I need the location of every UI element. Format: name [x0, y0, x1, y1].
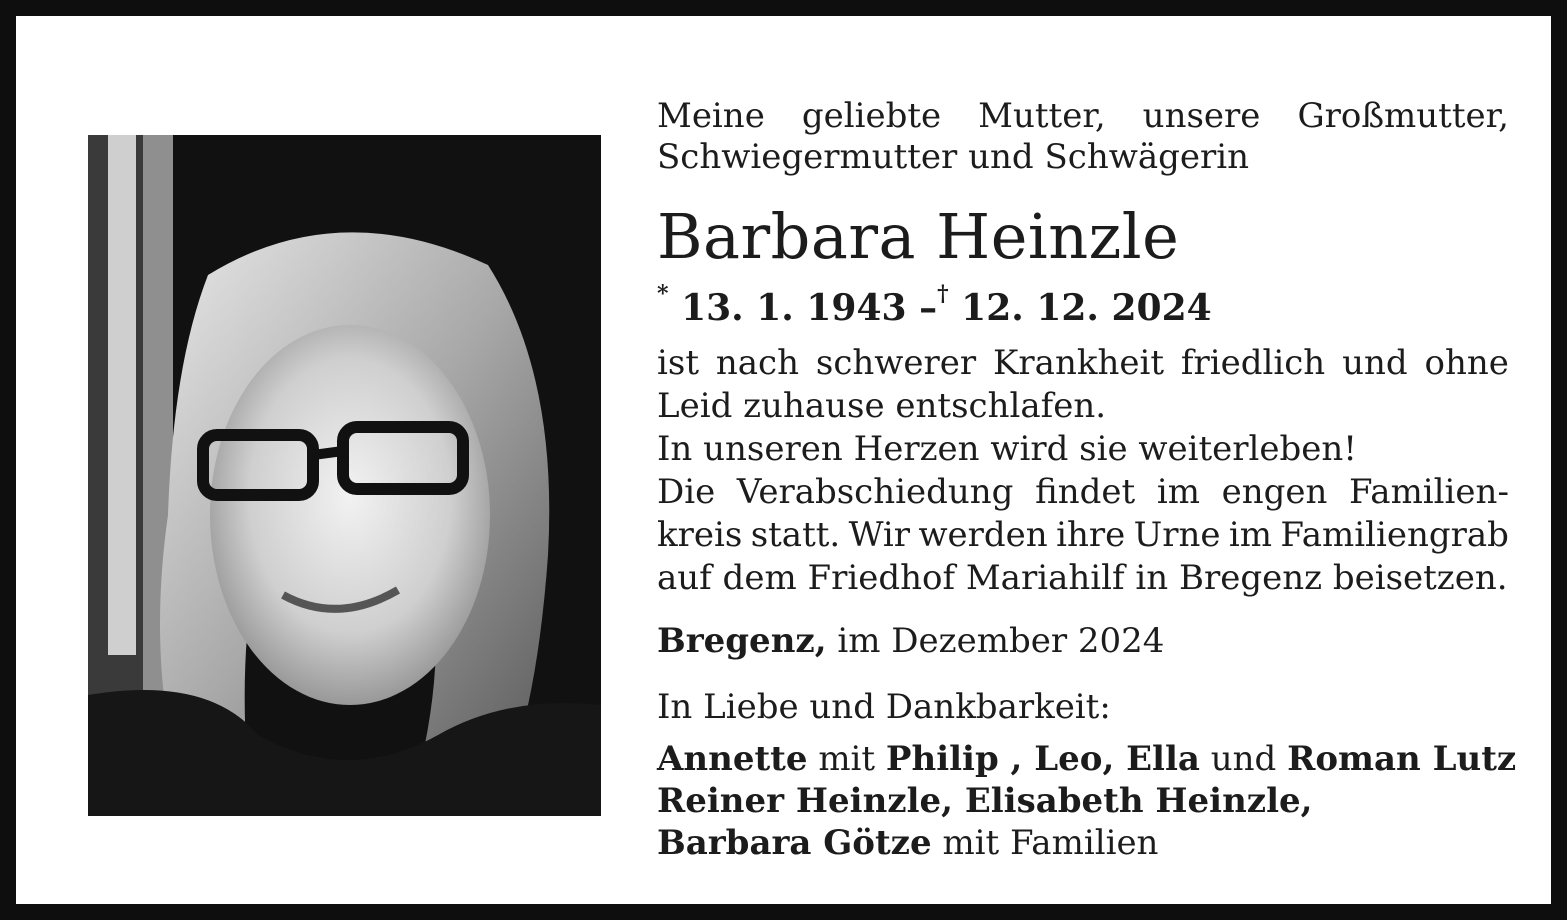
- family-connector: mit: [818, 739, 876, 779]
- family-name: Barbara Götze: [657, 823, 932, 863]
- body-word: nach: [715, 343, 799, 383]
- body-line-5: [657, 514, 1509, 557]
- intro-word: geliebte: [801, 96, 942, 136]
- birth-symbol: *: [657, 281, 669, 307]
- date-text: im Dezember 2024: [837, 621, 1165, 661]
- body-word: statt.: [750, 515, 841, 555]
- family-line-3: [657, 822, 1509, 864]
- body-word: Die: [657, 472, 716, 512]
- intro-word: Großmutter,: [1297, 96, 1509, 136]
- body-word: friedlich: [1180, 343, 1326, 383]
- family-connector: und: [1210, 739, 1277, 779]
- family-line-2: Reiner Heinzle, Elisabeth Heinzle,: [657, 781, 1313, 821]
- body-word: findet: [1035, 472, 1136, 512]
- family-name: Annette: [657, 739, 808, 779]
- portrait-photo: [88, 135, 601, 816]
- portrait-illustration: [88, 135, 601, 816]
- body-word: und: [1342, 343, 1408, 383]
- body-word: kreis: [657, 515, 743, 555]
- body-line-2: Leid zuhause entschlafen.: [657, 386, 1107, 426]
- body-word: im: [1228, 515, 1273, 555]
- body-word: ihre: [1056, 515, 1126, 555]
- body-word: Wir: [848, 515, 911, 555]
- body-word: im: [1156, 472, 1200, 512]
- place: Bregenz,: [657, 621, 827, 661]
- family-names: [657, 738, 1517, 864]
- intro-word: Mutter,: [978, 96, 1106, 136]
- intro-line-1: [657, 96, 1509, 137]
- body-word: Krankheit: [993, 343, 1165, 383]
- body-word: Familiengrab: [1280, 515, 1509, 555]
- body-word: Urne: [1133, 515, 1221, 555]
- intro-word: Meine: [657, 96, 765, 136]
- body-word: werden: [918, 515, 1048, 555]
- intro-text: [657, 96, 1509, 178]
- body-word: Verabschiedung: [736, 472, 1014, 512]
- date-dash: –: [919, 287, 938, 329]
- family-connector: mit Familien: [942, 823, 1159, 863]
- body-word: ist: [657, 343, 699, 383]
- family-name: Philip , Leo, Ella: [885, 739, 1200, 779]
- death-symbol: †: [937, 281, 949, 307]
- place-date-line: [657, 620, 1509, 662]
- body-word: Familien-: [1349, 472, 1509, 512]
- body-word: ohne: [1424, 343, 1509, 383]
- family-name: Roman Lutz: [1287, 739, 1517, 779]
- body-line-1: [657, 342, 1509, 385]
- birth-date: 13. 1. 1943: [681, 287, 907, 329]
- intro-line-2: Schwiegermutter und Schwägerin: [657, 137, 1249, 177]
- intro-word: unsere: [1142, 96, 1261, 136]
- thanks-line: In Liebe und Dankbarkeit:: [657, 687, 1111, 727]
- body-line-6: auf dem Friedhof Mariahilf in Bregenz beisetzen.: [657, 558, 1508, 598]
- body-word: schwerer: [815, 343, 977, 383]
- deceased-name: Barbara Heinzle: [657, 200, 1180, 273]
- body-line-3: In unseren Herzen wird sie weiterleben!: [657, 429, 1357, 469]
- family-line-1: [657, 738, 1517, 780]
- body-line-4: [657, 471, 1509, 514]
- obituary-body: [657, 342, 1509, 600]
- life-dates: [657, 278, 1509, 330]
- death-date: 12. 12. 2024: [961, 287, 1212, 329]
- body-word: engen: [1221, 472, 1328, 512]
